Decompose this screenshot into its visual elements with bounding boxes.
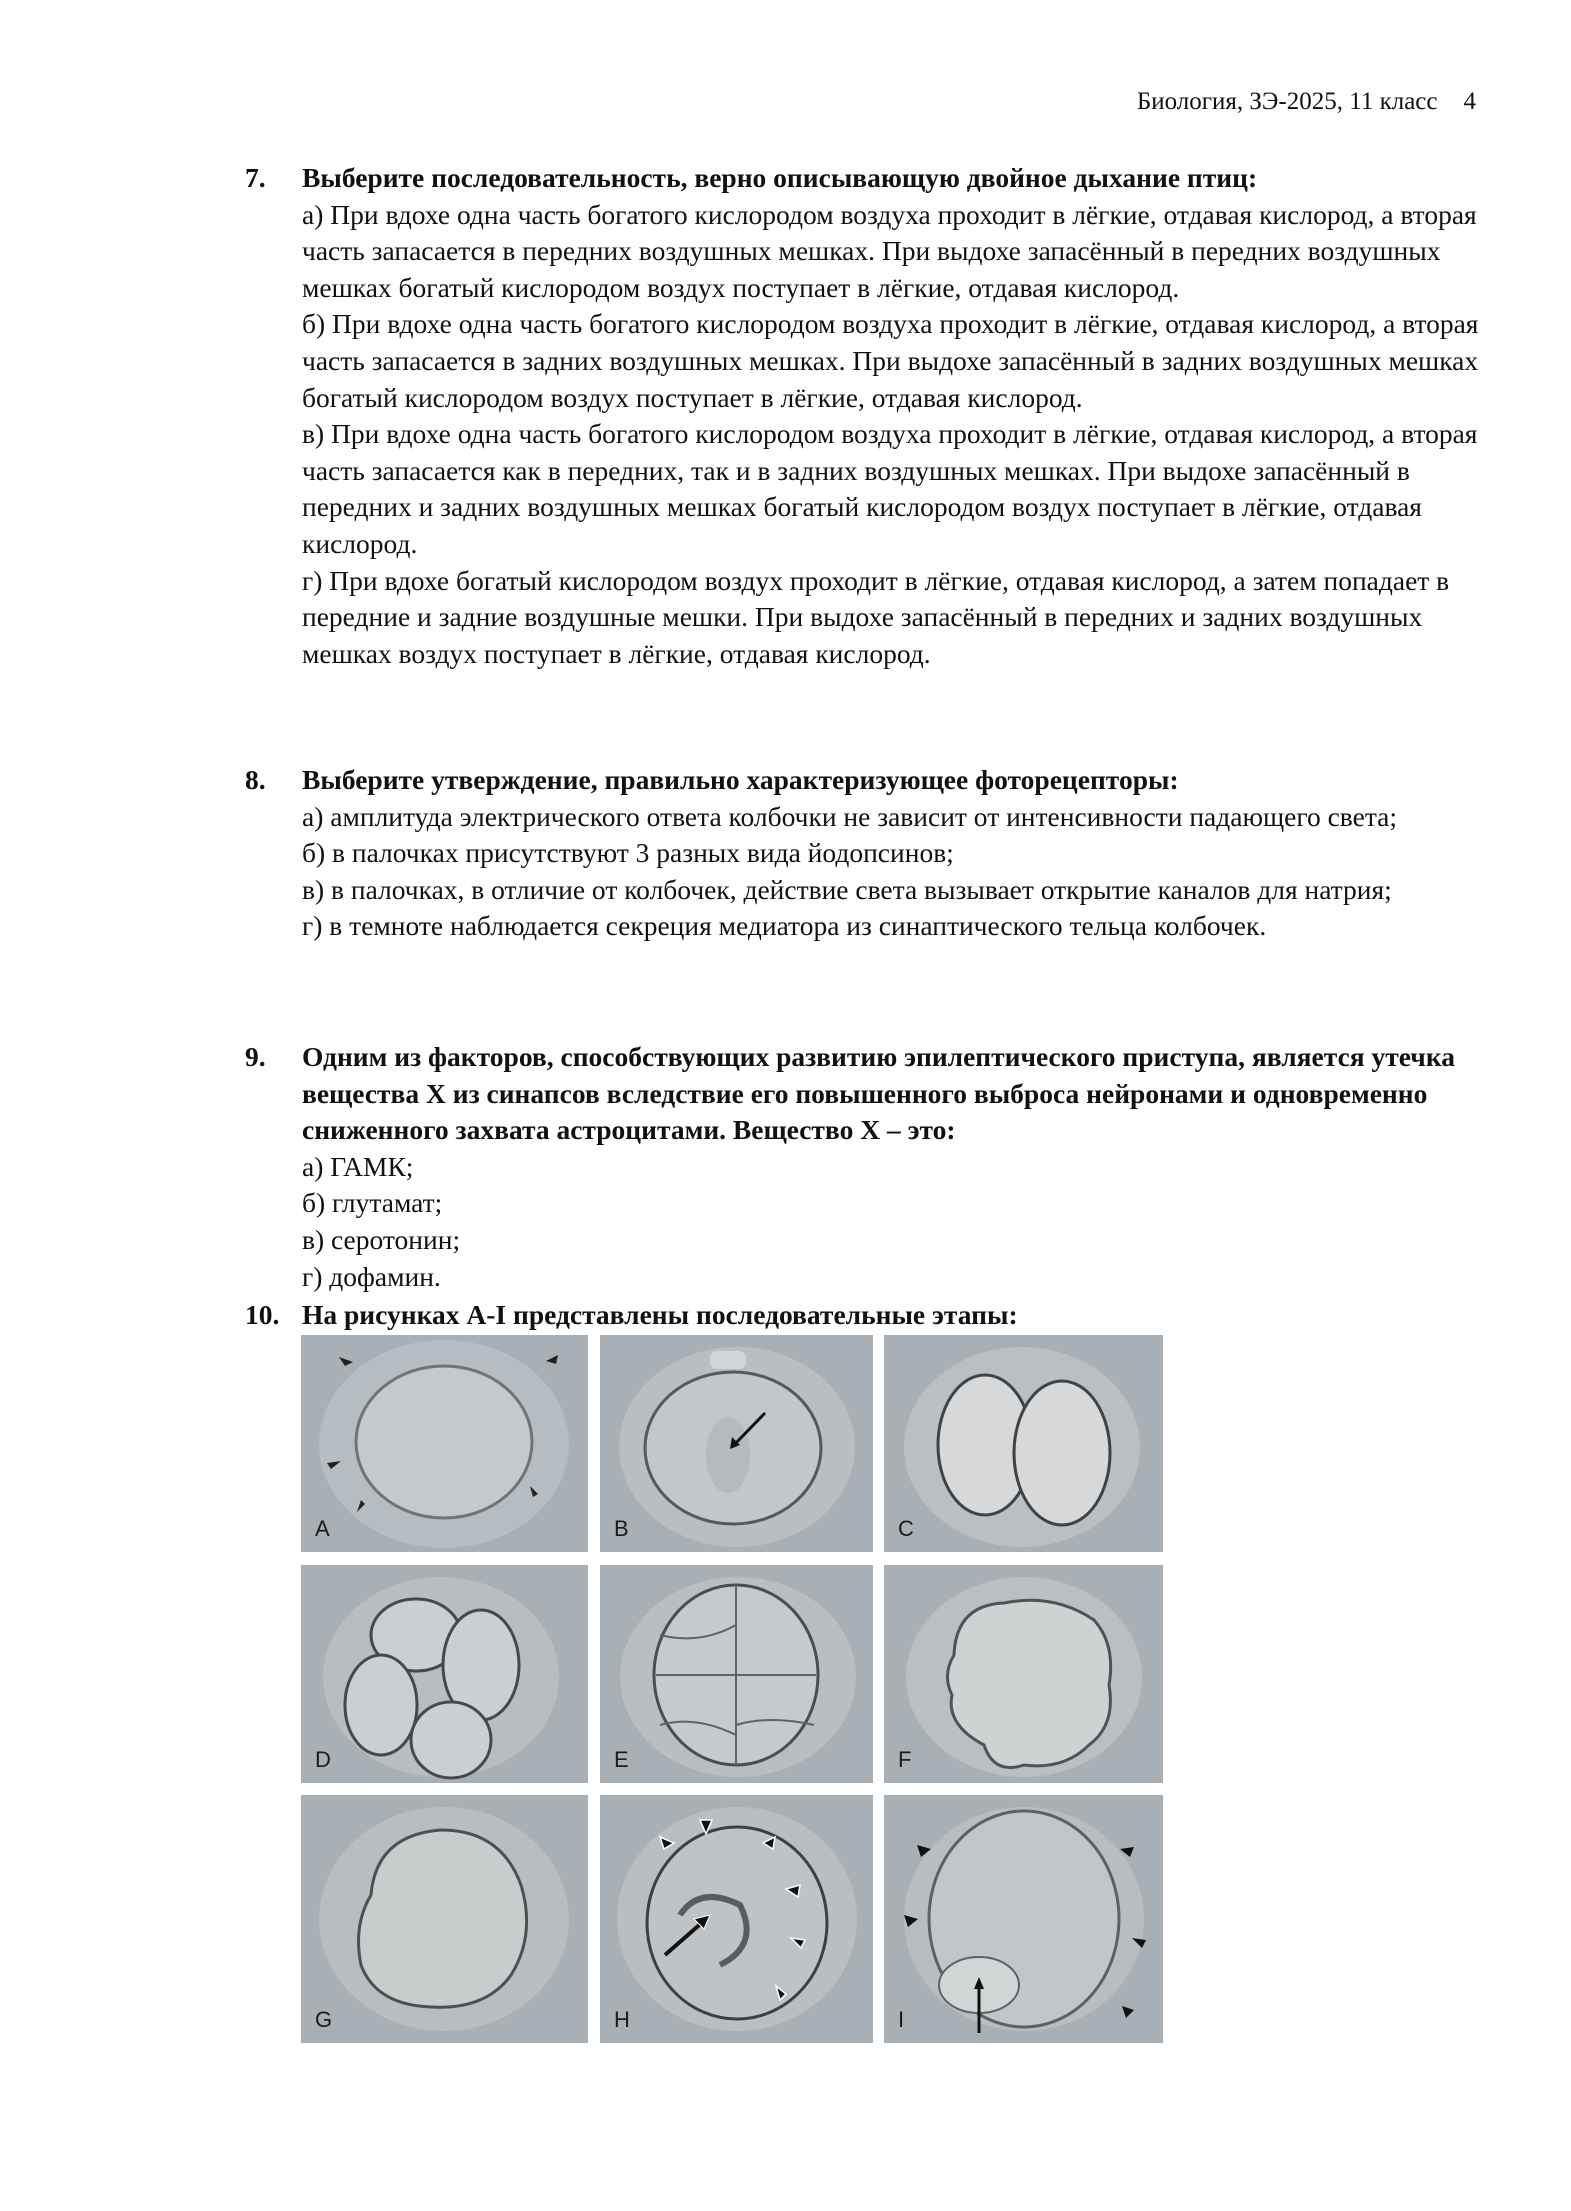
header-title: Биология, ЗЭ-2025, 11 класс	[1136, 88, 1438, 115]
answer-option-b: б) При вдохе одна часть богатого кислородом воздуха проходит в лёгкие, отдавая кислород, а вторая часть запасается в задних воздушных мешках. При выдохе запасённый в задних воздушных мешках богатый кислородом воздух поступает в лёгкие, отдавая кислород.	[302, 308, 1479, 413]
two-cell-image	[884, 1335, 1163, 1552]
panel-label: G	[315, 2007, 333, 2032]
figure-panel-d	[301, 1565, 588, 1783]
figure-panel-b	[600, 1335, 873, 1552]
question-10	[245, 1297, 1485, 1334]
answer-option-a: а) При вдохе одна часть богатого кислородом воздуха проходит в лёгкие, отдавая кислород, а вторая часть запасается в передних воздушных мешках. При выдохе запасённый в передних воздушных мешках богатый кислородом воздух поступает в лёгкие, отдавая кислород.	[302, 198, 1477, 303]
pronuclei-image	[600, 1335, 873, 1552]
answer-option-a: а) ГАМК;	[302, 1150, 414, 1182]
panel-label: H	[614, 2007, 630, 2032]
morula-image	[301, 1795, 588, 2043]
answer-option-g: г) в темноте наблюдается секреция медиатора из синаптического тельца колбочек.	[302, 910, 1267, 942]
question-9	[245, 1039, 1485, 1295]
figure-panel-h	[600, 1795, 873, 2043]
question-number: 10.	[245, 1299, 280, 1330]
figure-panel-g	[301, 1795, 588, 2043]
figure-panel-a	[301, 1335, 588, 1552]
answer-option-b: б) в палочках присутствуют 3 разных вида йодопсинов;	[302, 837, 954, 869]
question-number: 8.	[245, 764, 266, 795]
answer-option-v: в) При вдохе одна часть богатого кислородом воздуха проходит в лёгкие, отдавая кислород, а вторая часть запасается как в передних, так и в задних воздушных мешках. При выдохе запасённый в передних и задних воздушных мешках богатый кислородом воздух поступает в лёгкие, отдавая кислород.	[302, 418, 1478, 559]
question-stem: Выберите последовательность, верно описывающую двойное дыхание птиц:	[302, 162, 1258, 193]
figure-panel-i	[884, 1795, 1163, 2043]
question-number: 9.	[245, 1041, 266, 1072]
embryo-development-figure	[301, 1335, 1163, 2043]
four-cell-image	[301, 1565, 588, 1783]
page-header	[1137, 88, 1476, 116]
answer-option-b: б) глутамат;	[302, 1187, 443, 1219]
panel-label: D	[315, 1747, 331, 1772]
answer-option-v: в) в палочках, в отличие от колбочек, действие света вызывает открытие каналов для натрия;	[302, 873, 1392, 905]
panel-label: A	[315, 1516, 330, 1541]
eight-cell-image	[600, 1565, 873, 1783]
panel-label: F	[898, 1747, 912, 1772]
zygote-image	[301, 1335, 588, 1552]
question-stem: Одним из факторов, способствующих развитию эпилептического приступа, является утечка вещества X из синапсов вследствие его повышенного выброса нейронами и одновременно сниженного захвата астроцитами. Вещество X – это:	[302, 1041, 1455, 1146]
panel-label: C	[898, 1516, 914, 1541]
answer-option-v: в) серотонин;	[302, 1223, 461, 1255]
page-number: 4	[1463, 88, 1476, 115]
figure-panel-f	[884, 1565, 1163, 1783]
answer-option-a: а) амплитуда электрического ответа колбочки не зависит от интенсивности падающего света;	[302, 800, 1398, 832]
figure-panel-e	[600, 1565, 873, 1783]
figure-panel-c	[884, 1335, 1163, 1552]
question-8	[245, 762, 1485, 945]
early-blastocyst-image	[600, 1795, 873, 2043]
question-number: 7.	[245, 162, 266, 193]
question-stem: Выберите утверждение, правильно характеризующее фоторецепторы:	[302, 764, 1179, 795]
panel-label: I	[898, 2007, 905, 2032]
panel-label: B	[614, 1516, 629, 1541]
answer-option-g: г) При вдохе богатый кислородом воздух проходит в лёгкие, отдавая кислород, а затем попадает в передние и задние воздушные мешки. При выдохе запасённый в передних и задних воздушных мешках воздух поступает в лёгкие, отдавая кислород.	[302, 564, 1450, 669]
answer-option-g: г) дофамин.	[302, 1260, 441, 1292]
blastocyst-image	[884, 1795, 1163, 2043]
question-7	[245, 160, 1485, 672]
panel-label: E	[614, 1747, 629, 1772]
compacting-embryo-image	[884, 1565, 1163, 1783]
question-stem: На рисунках A-I представлены последовательные этапы:	[302, 1299, 1018, 1330]
